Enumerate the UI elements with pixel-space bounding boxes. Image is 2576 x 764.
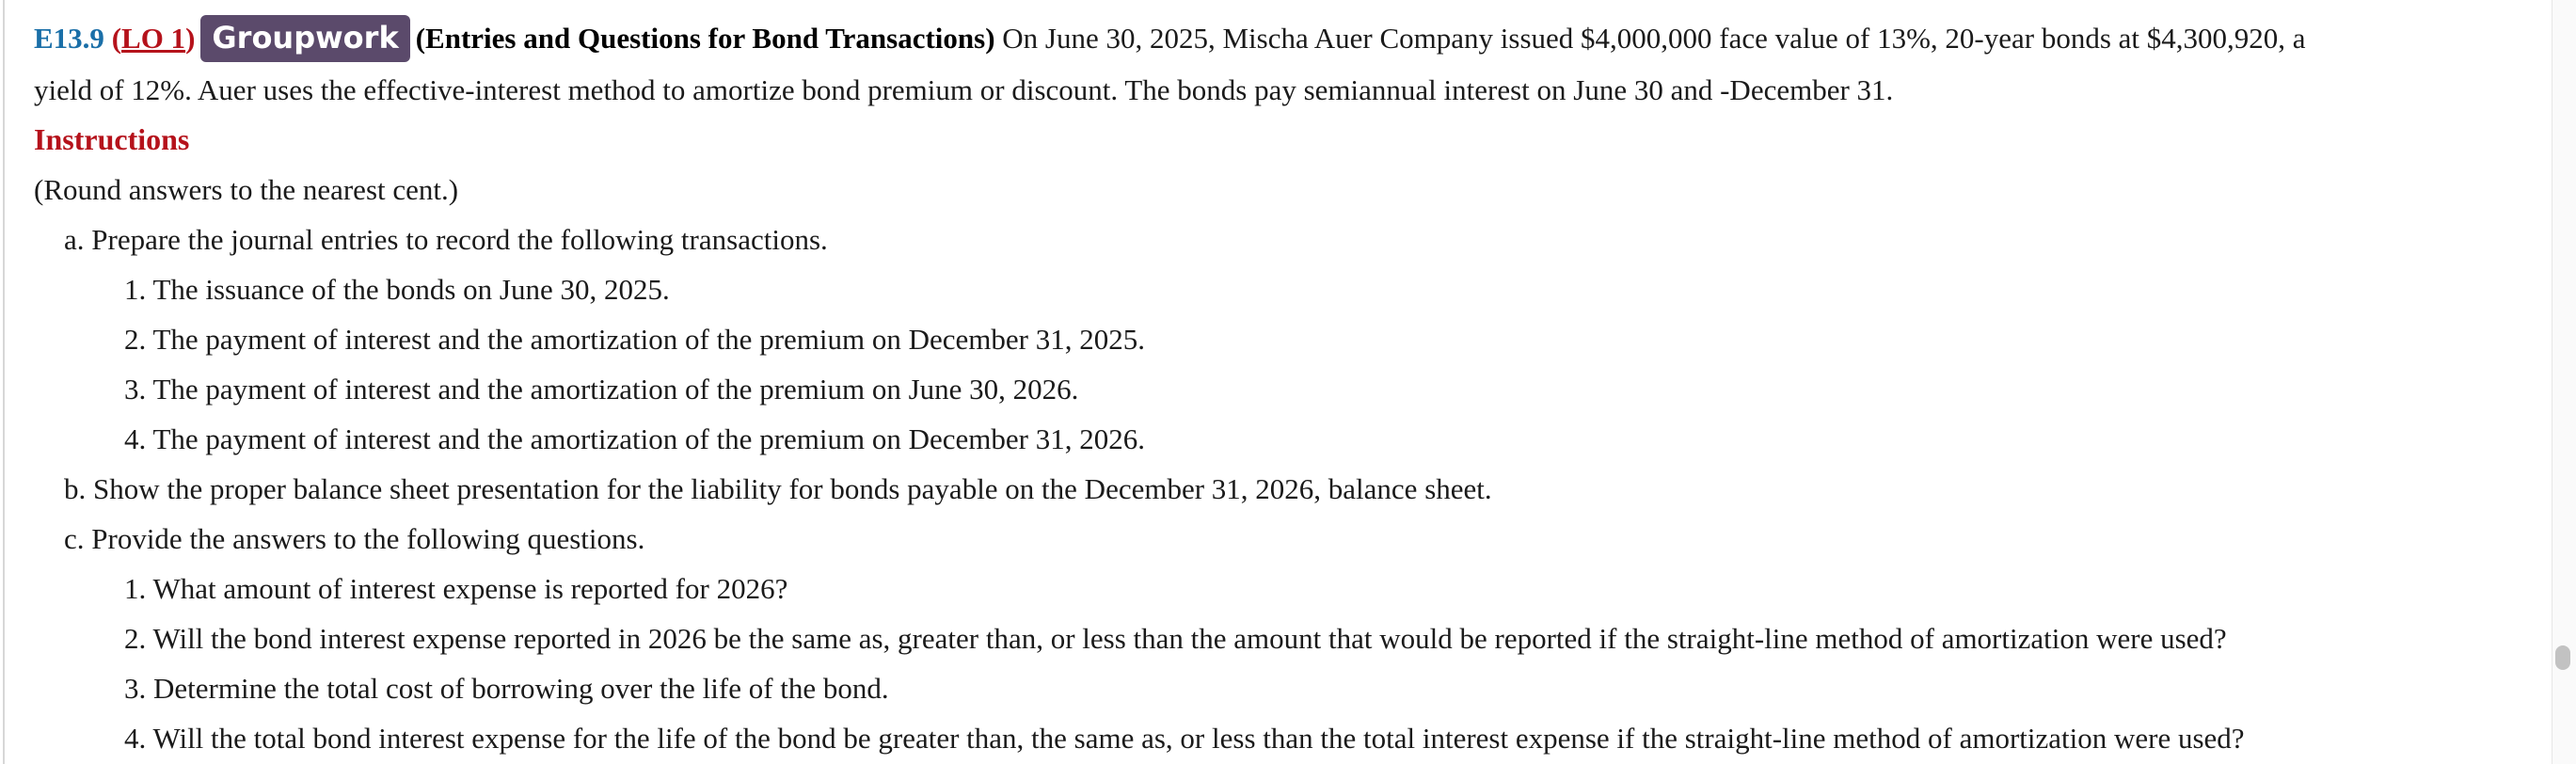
part-c-item-1: 1. What amount of interest expense is reported for 2026?: [124, 571, 788, 605]
exercise-header-line1: [34, 13, 2533, 65]
exercise-intro-line2: yield of 12%. Auer uses the effective-interest method to amortize bond premium or discount. The bonds pay semiannual interest on June 30 and -December 31.: [34, 72, 1894, 106]
exercise-number: E13.9: [34, 22, 104, 55]
learning-objective-link[interactable]: (LO 1): [111, 22, 196, 55]
part-c-item-3: 3. Determine the total cost of borrowing over the life of the bond.: [124, 671, 889, 705]
exercise-title: (Entries and Questions for Bond Transactions): [415, 22, 995, 55]
scrollbar-thumb[interactable]: [2555, 645, 2570, 670]
part-a: a. Prepare the journal entries to record the following transactions.: [64, 222, 828, 256]
part-a-item-2: 2. The payment of interest and the amortization of the premium on December 31, 2025.: [124, 322, 1145, 356]
part-c-item-2: 2. Will the bond interest expense reported in 2026 be the same as, greater than, or less than the amount that would be reported if the straight-line method of amortization were used?: [124, 621, 2227, 655]
part-a-item-3: 3. The payment of interest and the amortization of the premium on June 30, 2026.: [124, 372, 1079, 406]
groupwork-badge: Groupwork: [200, 15, 409, 62]
part-b: b. Show the proper balance sheet presentation for the liability for bonds payable on the December 31, 2026, balance sheet.: [64, 471, 1492, 505]
part-a-item-4: 4. The payment of interest and the amortization of the premium on December 31, 2026.: [124, 422, 1145, 455]
part-c: c. Provide the answers to the following questions.: [64, 521, 645, 555]
learning-objective-label[interactable]: LO 1: [121, 22, 186, 55]
instructions-heading: Instructions: [34, 121, 190, 156]
instructions-note: (Round answers to the nearest cent.): [34, 172, 459, 206]
part-c-item-4: 4. Will the total bond interest expense for the life of the bond be greater than, the same as, or less than the total interest expense if the straight-line method of amortization were used?: [124, 721, 2245, 755]
part-a-item-1: 1. The issuance of the bonds on June 30, 2025.: [124, 272, 670, 306]
exercise-intro-line1: On June 30, 2025, Mischa Auer Company issued $4,000,000 face value of 13%, 20-year bonds at $4,300,920, a: [1002, 22, 2306, 55]
